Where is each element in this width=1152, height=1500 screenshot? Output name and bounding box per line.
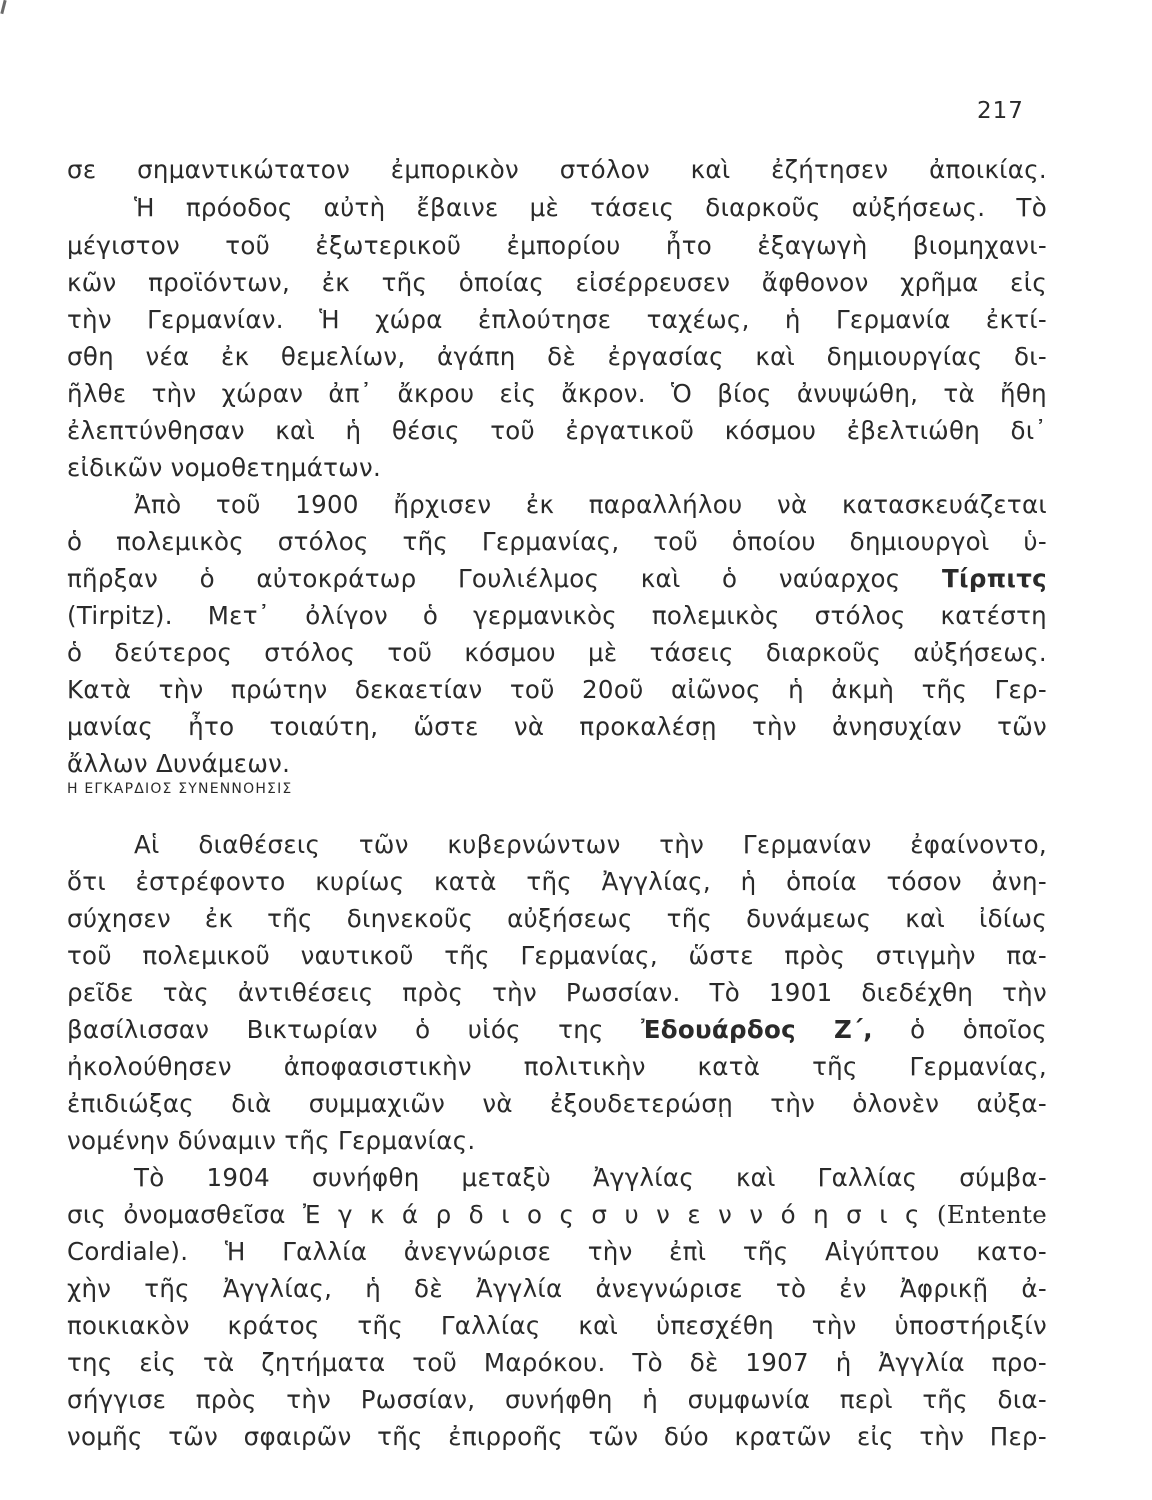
text-line: Τὸ 1904 συνήφθη μεταξὺ Ἀγγλίας καὶ Γαλλίας σύμβα-: [134, 1163, 1047, 1192]
text-line: ὁ δεύτερος στόλος τοῦ κόσμου μὲ τάσεις διαρκοῦς αὐξήσεως.: [67, 638, 1047, 667]
text-line: εἰδικῶν νομοθετημάτων.: [67, 453, 382, 482]
text-line: ρεῖδε τὰς ἀντιθέσεις πρὸς τὴν Ρωσσίαν. Τὸ 1901 διεδέχθη τὴν: [67, 978, 1047, 1007]
page-number: 217: [977, 98, 1024, 124]
spaced-term: Ἐ γ κ ά ρ δ ι ο ς σ υ ν ε ν ν ό η σ ι ς: [303, 1200, 920, 1229]
text-line: ἐλεπτύνθησαν καὶ ἡ θέσις τοῦ ἐργατικοῦ κόσμου ἐβελτιώθη δι᾿: [67, 416, 1047, 445]
scan-mark: [0, 0, 6, 14]
text-line: κῶν προϊόντων, ἐκ τῆς ὁποίας εἰσέρρευσεν ἄφθονον χρῆμα εἰς: [67, 268, 1047, 297]
text-line: ῆλθε τὴν χώραν ἀπ᾿ ἄκρου εἰς ἄκρον. Ὁ βίος ἀνυψώθη, τὰ ἤθη: [67, 379, 1047, 408]
text-line: ἐπιδιώξας διὰ συμμαχιῶν νὰ ἐξουδετερώσῃ τὴν ὁλονὲν αὐξα-: [67, 1089, 1047, 1118]
text-line: νομῆς τῶν σφαιρῶν τῆς ἐπιρροῆς τῶν δύο κρατῶν εἰς τὴν Περ-: [67, 1422, 1047, 1451]
text-run: ὁ ὁποῖος: [910, 1015, 1047, 1044]
text-line: ποικιακὸν κράτος τῆς Γαλλίας καὶ ὑπεσχέθη τὴν ὑποστήριξίν: [67, 1311, 1047, 1340]
text-line: (Tirpitz). Μετ᾿ ὀλίγον ὁ γερμανικὸς πολεμικὸς στόλος κατέστη: [67, 601, 1047, 630]
text-line: σύχησεν ἐκ τῆς διηνεκοῦς αὐξήσεως τῆς δυνάμεως καὶ ἰδίως: [67, 904, 1047, 933]
section-heading: Η ΕΓΚΑΡΔΙΟΣ ΣΥΝΕΝΝΟΗΣΙΣ: [67, 781, 293, 797]
text-line: [67, 564, 1047, 593]
text-line: Ἡ πρόοδος αὐτὴ ἔβαινε μὲ τάσεις διαρκοῦς αὐξήσεως. Τὸ: [134, 193, 1047, 222]
text-line: σθη νέα ἐκ θεμελίων, ἀγάπη δὲ ἐργασίας καὶ δημιουργίας δι-: [67, 342, 1047, 371]
text-run: σις ὀνομασθεῖσα: [67, 1200, 286, 1229]
text-line: της εἰς τὰ ζητήματα τοῦ Μαρόκου. Τὸ δὲ 1907 ἡ Ἀγγλία προ-: [67, 1348, 1047, 1377]
text-line: σήγγισε πρὸς τὴν Ρωσσίαν, συνήφθη ἡ συμφωνία περὶ τῆς δια-: [67, 1385, 1047, 1414]
text-line: ἄλλων Δυνάμεων.: [67, 749, 291, 778]
text-line: μανίας ἦτο τοιαύτη, ὥστε νὰ προκαλέσῃ τὴν ἀνησυχίαν τῶν: [67, 712, 1047, 741]
name-edward: Ἐδουάρδος Ζ΄,: [641, 1015, 873, 1044]
text-line: [67, 1015, 1047, 1044]
text-line: Cordiale). Ἡ Γαλλία ἀνεγνώρισε τὴν ἐπὶ τῆς Αἰγύπτου κατο-: [67, 1237, 1047, 1266]
text-line: τοῦ πολεμικοῦ ναυτικοῦ τῆς Γερμανίας, ὥστε πρὸς στιγμὴν πα-: [67, 941, 1047, 970]
text-line: Αἱ διαθέσεις τῶν κυβερνώντων τὴν Γερμανίαν ἐφαίνοντο,: [134, 830, 1047, 859]
text-line: χὴν τῆς Ἀγγλίας, ἡ δὲ Ἀγγλία ἀνεγνώρισε τὸ ἐν Ἀφρικῇ ἀ-: [67, 1274, 1047, 1303]
name-tirpitz: Τίρπιτς: [942, 564, 1047, 593]
text-line: ὁ πολεμικὸς στόλος τῆς Γερμανίας, τοῦ ὁποίου δημιουργοὶ ὑ-: [67, 527, 1047, 556]
text-line: ἠκολούθησεν ἀποφασιστικὴν πολιτικὴν κατὰ τῆς Γερμανίας,: [67, 1052, 1047, 1081]
text-line: νομένην δύναμιν τῆς Γερμανίας.: [67, 1126, 476, 1155]
text-line: [67, 1200, 1048, 1229]
text-run: (Entente: [936, 1200, 1048, 1229]
text-line: Ἀπὸ τοῦ 1900 ἤρχισεν ἐκ παραλλήλου νὰ κατασκευάζεται: [134, 490, 1047, 519]
text-run: πῆρξαν ὁ αὐτοκράτωρ Γουλιέλμος καὶ ὁ ναύαρχος: [67, 564, 901, 593]
text-line: Κατὰ τὴν πρώτην δεκαετίαν τοῦ 20οῦ αἰῶνος ἡ ἀκμὴ τῆς Γερ-: [67, 675, 1047, 704]
text-line: τὴν Γερμανίαν. Ἡ χώρα ἐπλούτησε ταχέως, ἡ Γερμανία ἐκτί-: [67, 305, 1047, 334]
text-line: σε σημαντικώτατον ἐμπορικὸν στόλον καὶ ἐζήτησεν ἀποικίας.: [67, 155, 1047, 184]
text-line: ὅτι ἐστρέφοντο κυρίως κατὰ τῆς Ἀγγλίας, ἡ ὁποία τόσον ἀνη-: [67, 867, 1047, 896]
text-line: μέγιστον τοῦ ἐξωτερικοῦ ἐμπορίου ἦτο ἐξαγωγὴ βιομηχανι-: [67, 231, 1047, 260]
text-run: βασίλισσαν Βικτωρίαν ὁ υἱός της: [67, 1015, 604, 1044]
